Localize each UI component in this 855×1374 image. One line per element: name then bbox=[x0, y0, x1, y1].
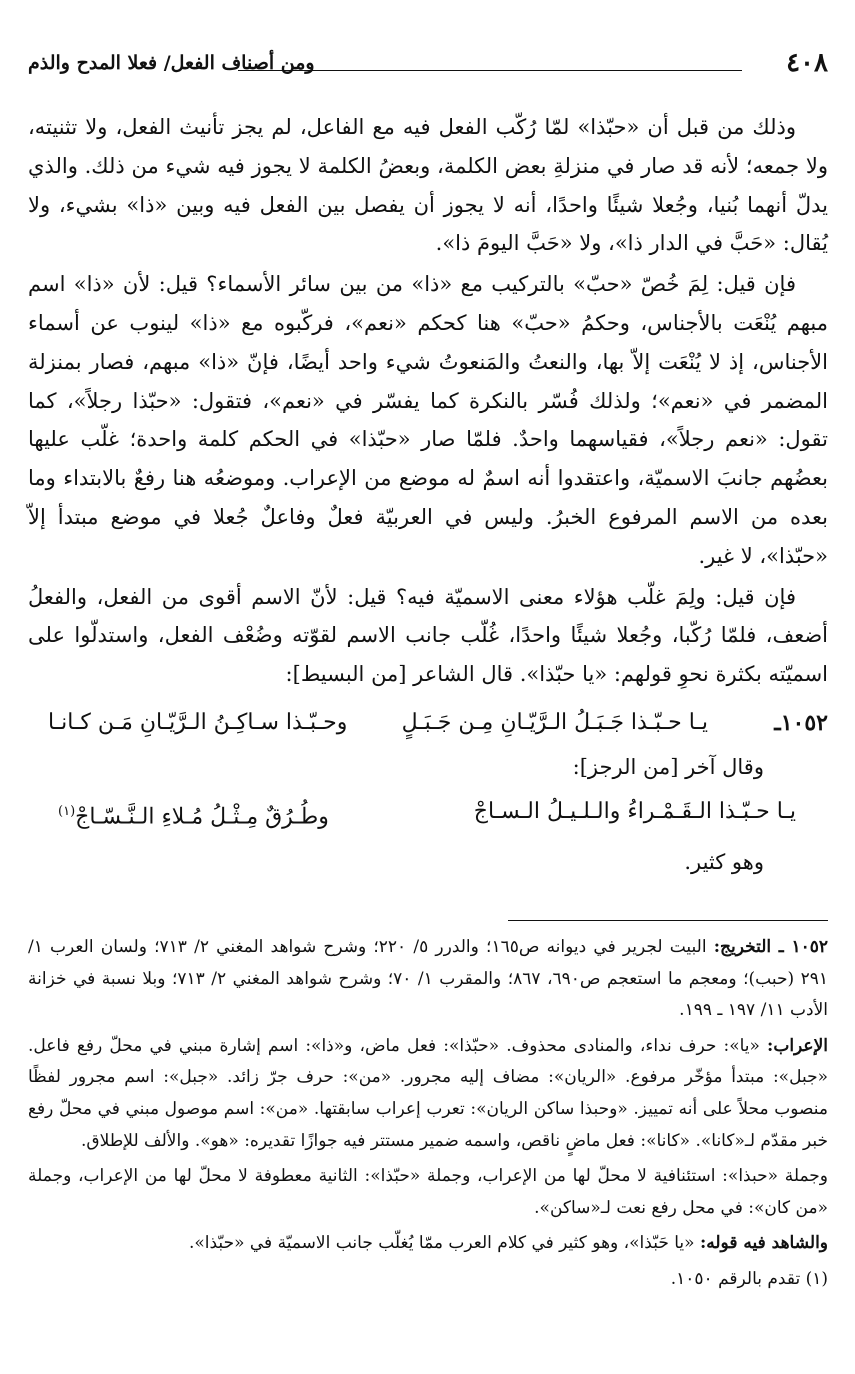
shahid-text: «يا حَبّذا»، وهو كثير في كلام العرب ممّا يُغلّب جانب الاسميّة في «حبّذا». bbox=[188, 1233, 695, 1254]
jumla-note: وجملة «حبذا»: استئنافية لا محلّ لها من الإعراب، وجملة «حبّذا»: الثانية معطوفة لا محلّ لها من الإعراب، وجملة «من كان»: في محل رفع نعت لـ«ساكن». bbox=[28, 1166, 828, 1218]
footnote-1: (١) تقدم بالرقم ١٠٥٠. bbox=[670, 1268, 828, 1289]
paragraph: فإن قيل: لِمَ خُصّ «حبّ» بالتركيب مع «ذا» من بين سائر الأسماء؟ قيل: لأن «ذا» اسم مبهم يُنْعَت بالأجناس، وحكمُ «حبّ» هنا كحكم «نعم»، فركّبوه مع «ذا» لينوب عن أسماء الأجناس، إذ لا يُنْعَت إلاّ بها، والنعتُ والمَنعوتُ شيء واحد أيضًا، فإنّ «ذا» مبهم، فصار بمنزلة المضمر في «نعم»؛ ولذلك فُسّر بالنكرة كما يفسّر في «نعم»، فتقول: «حبّذا رجلاً»، كما تقول: «نعم رجلاً»، فقياسهما واحدٌ. فلمّا صار «حبّذا» في الحكم كلمة واحدة؛ غلّب عليها بعضُهم جانبَ الاسميّة، واعتقدوا أنه اسمٌ له موضع من الإعراب. وموضعُه هنا رفعٌ بالابتداء وما بعده من الاسم المرفوع الخبرُ. وليس في العربيّة فعلٌ وفاعلٌ جُعلا في موضع مبتدأ إلاّ «حبّذا»، لا غير. bbox=[28, 272, 828, 568]
irab-label: الإعراب: bbox=[767, 1035, 828, 1056]
main-text bbox=[28, 108, 828, 882]
second-hemistich bbox=[58, 793, 329, 837]
verse-number: ١٠٥٢ـ bbox=[774, 709, 828, 736]
footnote-marker: (١) bbox=[58, 803, 76, 819]
page-header bbox=[28, 40, 828, 86]
shahid-note bbox=[28, 1228, 828, 1260]
footnotes bbox=[28, 932, 828, 1296]
verse-1052 bbox=[28, 704, 828, 748]
second-hemistich: وحـبّـذا سـاكِـنُ الـرَّيّـانِ مَـن كـانـا bbox=[48, 709, 348, 735]
takhrij-text: البيت لجرير في ديوانه ص١٦٥؛ والدرر ٥/ ٢٢٠؛ وشرح شواهد المغني ٢/ ٧١٣؛ ولسان العرب ١/ ٢٩١ (حبب)؛ ومعجم ما استعجم ص٦٩٠، ٨٦٧؛ والمقرب ١/ ٧٠؛ وشرح شواهد المغني ٢/ ٧١٣؛ وبلا نسبة في خزانة الأدب ١١/ ١٩٧ ـ ١٩٩. bbox=[28, 937, 828, 1021]
closing-line: وهو كثير. bbox=[684, 849, 764, 874]
takhrij-note bbox=[28, 932, 828, 1027]
book-page bbox=[28, 40, 828, 1360]
takhrij-label: ١٠٥٢ ـ التخريج: bbox=[713, 937, 829, 957]
paragraph: وذلك من قبل أن «حبّذا» لمّا رُكّب الفعل فيه مع الفاعل، لم يجز تأنيث الفعل، ولا تثنيته، ولا جمعه؛ لأنه قد صار في منزلةِ بعض الكلمة، وبعضُ الكلمة لا يجوز فيه شيء من ذلك. والذي يدلّ أنهما بُنيا، وجُعلا شيئًا واحدًا، أنه لا يجوز أن يفصل بين الفعل فيه وبين «ذا» بشيء، ولا يُقال: «حَبَّ في الدار ذا»، ولا «حَبَّ اليومَ ذا». bbox=[28, 115, 828, 256]
page-number: ٤٠٨ bbox=[786, 48, 828, 78]
first-hemistich: يـا حـبّـذا الـقَـمْـراءُ والـلـيـلُ الـسـاجْ bbox=[473, 798, 796, 824]
footnote-rule bbox=[508, 920, 828, 921]
verse-rajaz bbox=[28, 793, 828, 843]
running-title: ومن أصناف الفعل/ فعلا المدح والذم bbox=[28, 52, 315, 74]
irab-text: «يا»: حرف نداء، والمنادى محذوف. «حبّذا»: فعل ماض، و«ذا»: اسم إشارة مبني في محلّ رفع فاعل. «جبل»: مبتدأ مؤخّر مرفوع. «الريان»: مضاف إليه مجرور. «من»: حرف جرّ زائد. «جبل»: اسم مجرور لفظًا منصوب محلاً على أنه تمييز. «وحبذا ساكن الريان»: تعرب إعراب سابقتها. «من»: اسم موصول مبني في محلّ رفع خبر مقدّم لـ«كانا». «كانا»: فعل ماضٍ ناقص، واسمه ضمير مستتر فيه جوازًا تقديره: «هو». والألف للإطلاق. bbox=[28, 1035, 828, 1151]
shahid-label: والشاهد فيه قوله: bbox=[699, 1233, 828, 1254]
first-hemistich: يـا حـبّـذا جَـبَـلُ الـرَّيّـانِ مِـن جَـبَـلٍ bbox=[401, 709, 708, 735]
hemistich-text: وطُـرُقٌ مِـثْـلُ مُـلاءِ الـنَّـسّـاجْ bbox=[75, 804, 329, 830]
irab-note bbox=[28, 1031, 828, 1157]
verse-intro: وقال آخر [من الرجز]: bbox=[572, 754, 764, 779]
paragraph: فإن قيل: ولِمَ غلّب هؤلاء معنى الاسميّة فيه؟ قيل: لأنّ الاسم أقوى من الفعل، والفعلُ أضعف، فلمّا رُكّبا، وجُعلا شيئًا واحدًا، غُلّب جانب الاسم لقوّته وضُعْف الفعل، واستدلّوا على اسميّته بكثرة نحوِ قولهم: «يا حبّذا». قال الشاعر [من البسيط]: bbox=[28, 584, 828, 687]
